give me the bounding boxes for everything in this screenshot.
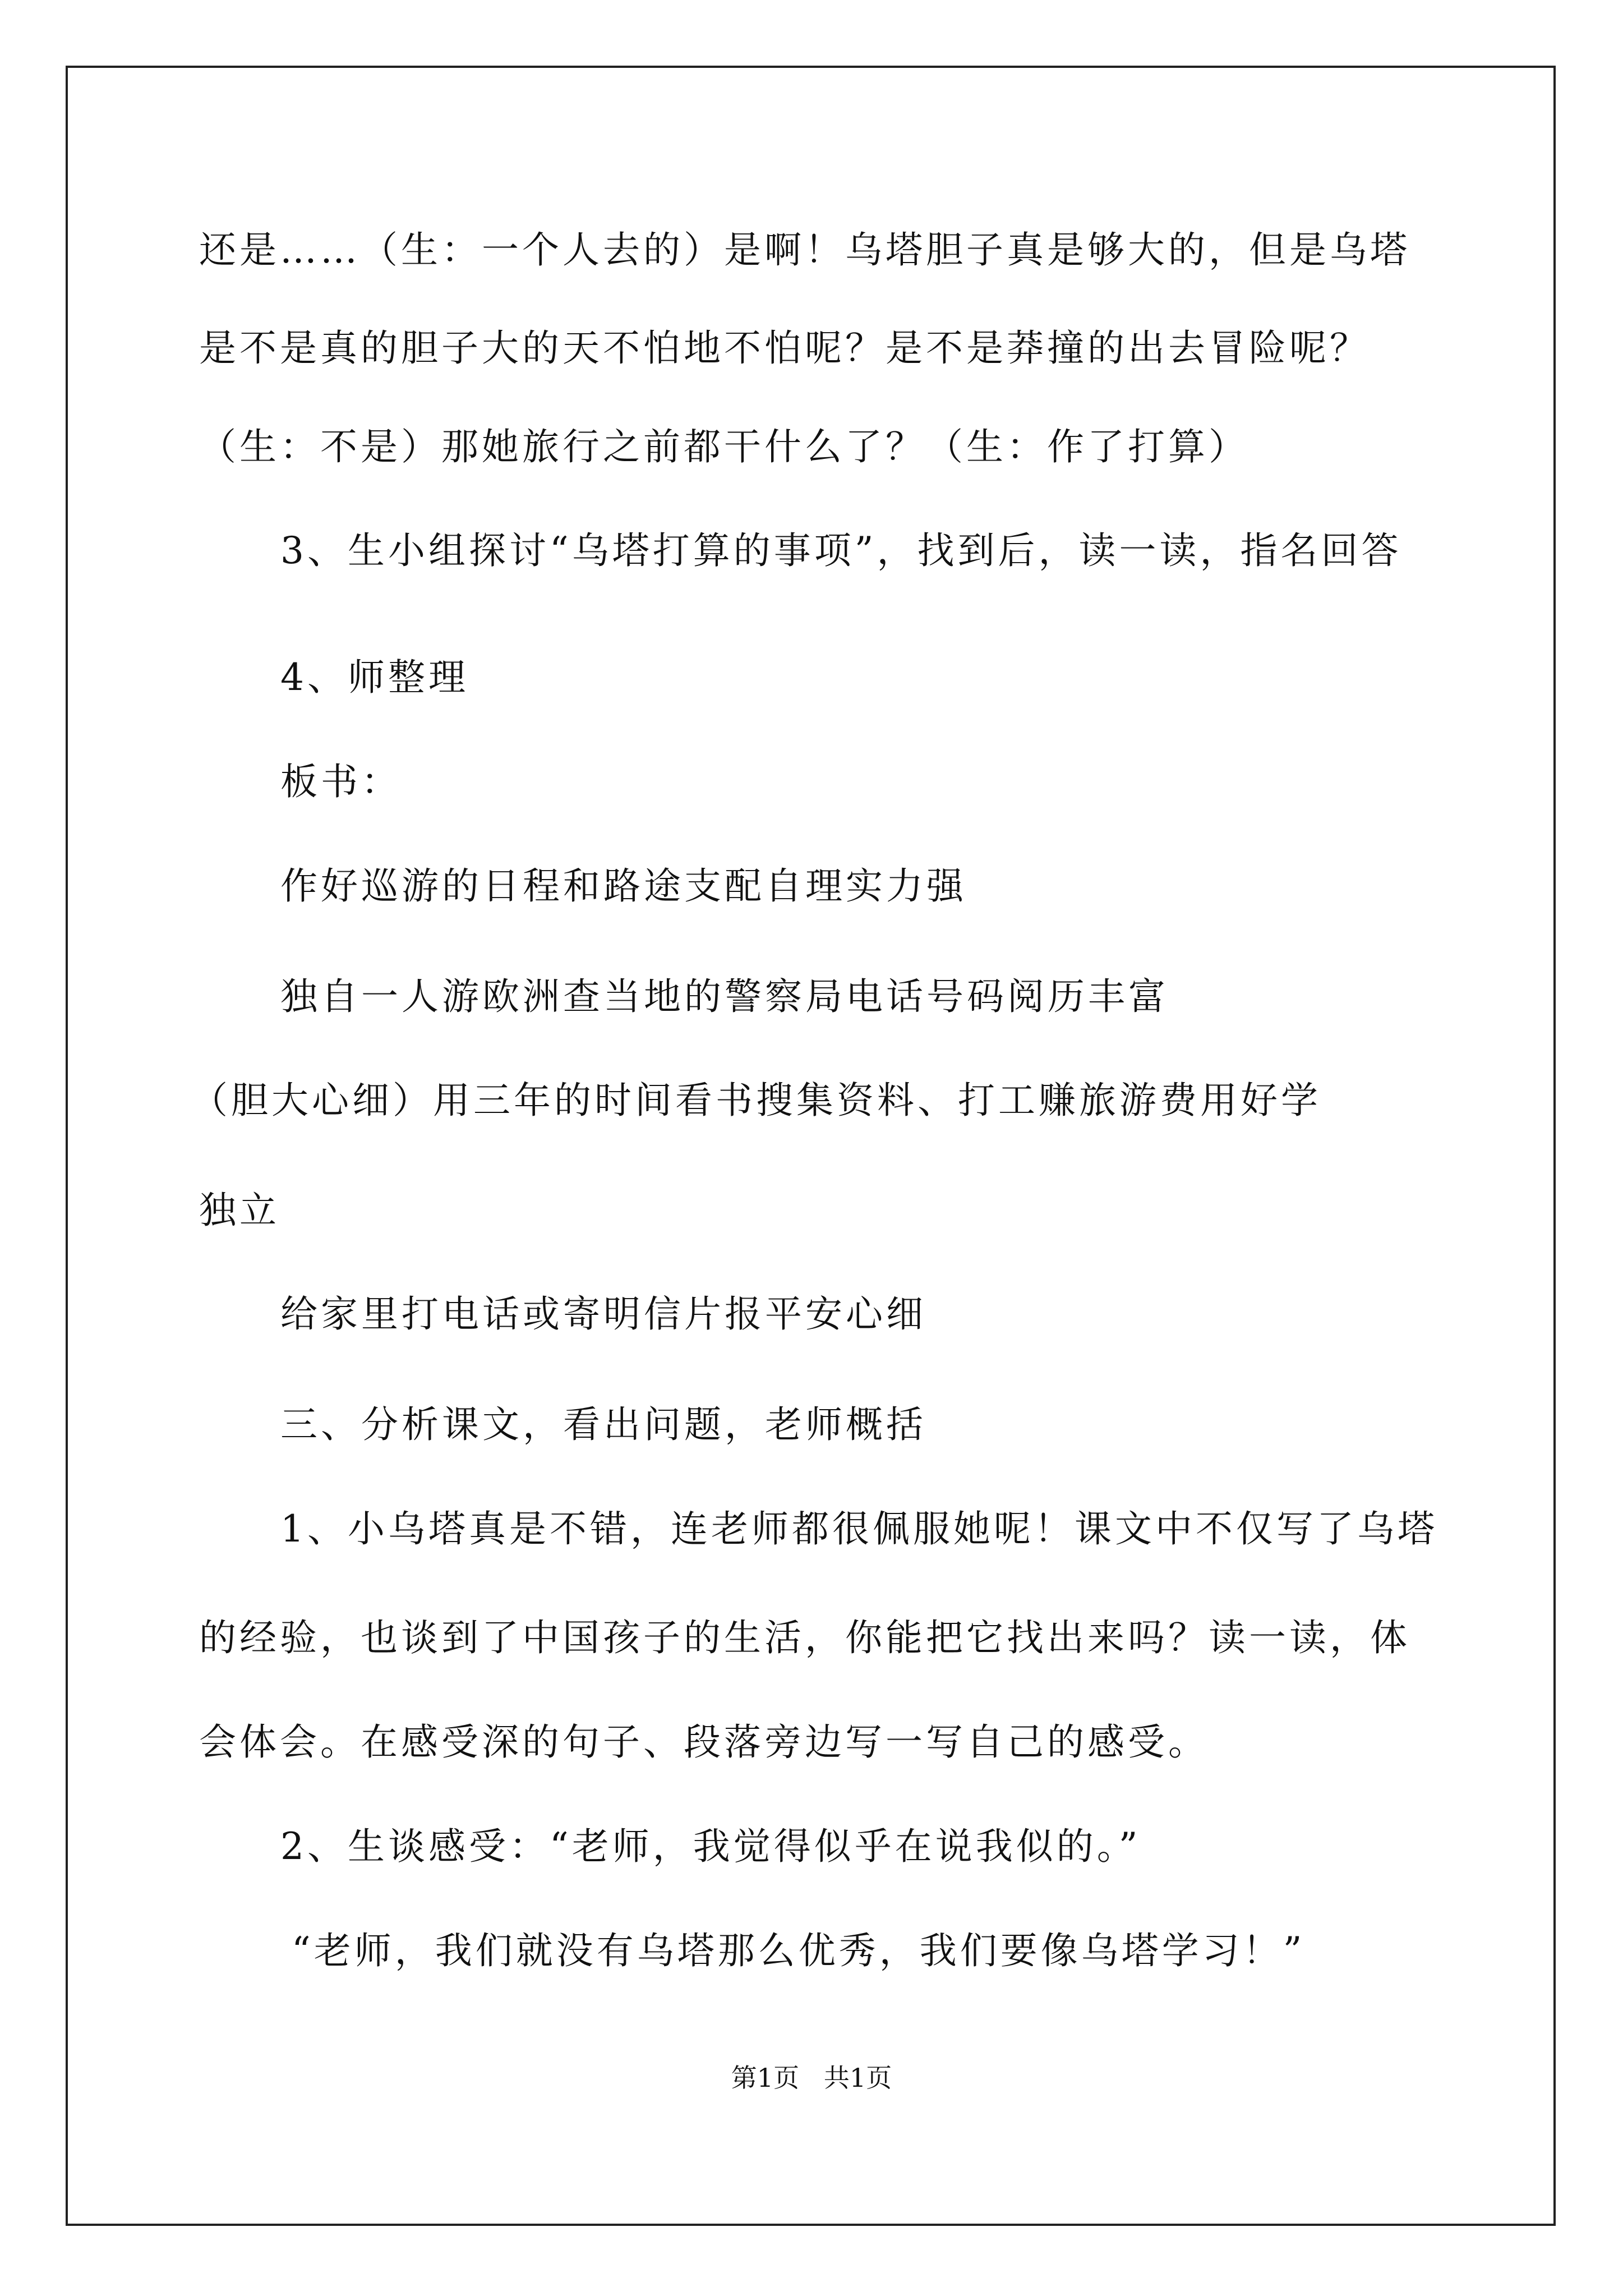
page-number-footer: 第1页 共1页 <box>731 2063 892 2093</box>
text-line: 1、小乌塔真是不错，连老师都很佩服她呢！课文中不仅写了乌塔 <box>280 1507 1438 1550</box>
page-border <box>66 66 1556 2226</box>
section-heading: 三、分析课文，看出问题，老师概括 <box>280 1403 926 1446</box>
text-line: 独立 <box>199 1189 280 1232</box>
text-line: （生：不是）那她旅行之前都干什么了？（生：作了打算） <box>199 425 1249 468</box>
text-line: “老师，我们就没有乌塔那么优秀，我们要像乌塔学习！” <box>292 1929 1306 1972</box>
text-line: 板书： <box>280 760 402 803</box>
text-line: 4、师整理 <box>280 656 469 699</box>
text-line: 是不是真的胆子大的天不怕地不怕呢？是不是莽撞的出去冒险呢？ <box>199 326 1370 370</box>
text-line: 3、生小组探讨“乌塔打算的事项”，找到后，读一读，指名回答 <box>280 529 1402 572</box>
text-line: 给家里打电话或寄明信片报平安心细 <box>280 1292 926 1336</box>
text-line: （胆大心细）用三年的时间看书搜集资料、打工赚旅游费用好学 <box>191 1079 1321 1122</box>
text-line: 的经验，也谈到了中国孩子的生活，你能把它找出来吗？读一读，体 <box>199 1616 1410 1659</box>
text-line: 会体会。在感受深的句子、段落旁边写一写自己的感受。 <box>199 1720 1209 1764</box>
text-line: 还是……（生：一个人去的）是啊！乌塔胆子真是够大的，但是乌塔 <box>199 228 1410 272</box>
text-line: 作好巡游的日程和路途支配自理实力强 <box>280 864 967 908</box>
text-line: 2、生谈感受：“老师，我觉得似乎在说我似的。” <box>280 1825 1141 1868</box>
text-line: 独自一人游欧洲查当地的警察局电话号码阅历丰富 <box>280 975 1169 1018</box>
